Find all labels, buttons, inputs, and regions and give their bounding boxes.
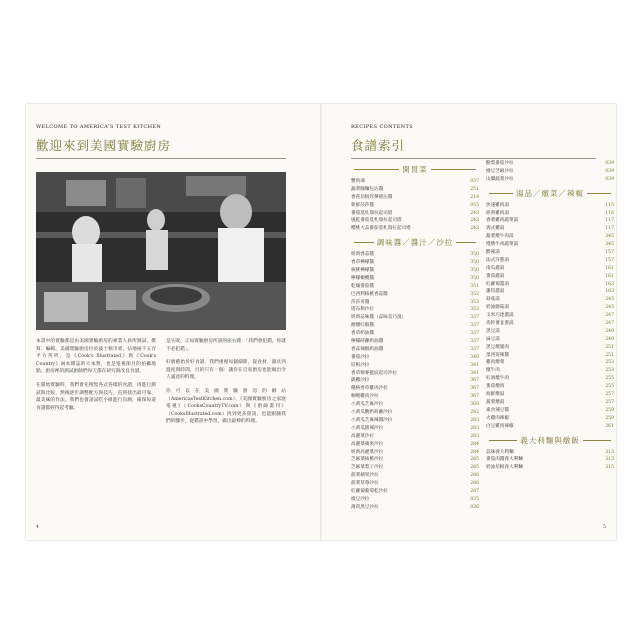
recipe-page-number: 259: [605, 407, 614, 413]
title-rule: [351, 158, 596, 159]
recipe-page-number: 243: [470, 210, 479, 216]
index-entry: [486, 217, 614, 225]
index-entry: [351, 217, 479, 225]
recipe-page-number: 367: [470, 378, 479, 384]
recipe-name: 芝麻菜核桃沙拉: [351, 457, 384, 463]
recipe-name: 南瓜濃湯: [486, 265, 505, 271]
recipe-name: 核桃檸檬醬: [351, 268, 374, 274]
index-entry: [486, 249, 614, 257]
recipe-name: 莎莎青醬: [351, 299, 370, 305]
index-entry: [486, 352, 614, 360]
recipe-name: 馬鈴薯韭蔥湯: [486, 321, 514, 327]
recipe-page-number: 243: [470, 218, 479, 224]
recipe-page-number: 251: [605, 344, 614, 350]
recipe-name: 快速雞肉湯: [486, 202, 509, 208]
recipe-page-number: 337: [470, 323, 479, 329]
recipe-page-number: 367: [470, 386, 479, 392]
recipe-page-number: 117: [605, 218, 614, 224]
recipe-name: 小黃瓜芝麻沙拉: [351, 402, 384, 408]
index-entry: [486, 168, 614, 176]
index-entry: [351, 393, 479, 401]
recipe-name: 白豆雞肉辣椒: [486, 423, 514, 429]
index-entry: [486, 273, 614, 281]
recipe-page-number: 313: [605, 449, 614, 455]
index-section-heading: 湯品／燉菜／辣椒: [486, 188, 614, 199]
recipe-page-number: 350: [470, 260, 479, 266]
recipe-page-number: 367: [470, 394, 479, 400]
index-section-heading: 開胃菜: [351, 164, 479, 175]
index-entry: [351, 275, 479, 283]
recipe-page-number: 284: [470, 449, 479, 455]
index-entry: [351, 496, 479, 504]
index-entry: [486, 399, 614, 407]
index-entry: [486, 449, 614, 457]
recipe-name: 經典雞肉湯: [486, 210, 509, 216]
recipe-name: 小黃瓜芝麻辣醬沙拉: [351, 417, 393, 423]
recipe-page-number: 036: [470, 504, 479, 510]
index-entry: [486, 176, 614, 184]
recipe-page-number: 055: [470, 202, 479, 208]
recipe-name: 培根沙拉: [351, 362, 370, 368]
index-entry: [351, 225, 479, 233]
index-entry: [351, 306, 479, 314]
recipe-page-number: 282: [470, 410, 479, 416]
index-entry: [486, 407, 614, 415]
recipe-name: 酸辣湯: [486, 250, 500, 256]
recipe-page-number: 285: [470, 457, 479, 463]
index-column-2: [486, 160, 614, 472]
recipe-page-number: 249: [605, 328, 614, 334]
recipe-name: 凱撒沙拉: [351, 378, 370, 384]
index-entry: [351, 377, 479, 385]
index-entry: [351, 385, 479, 393]
index-entry: [351, 283, 479, 291]
recipe-page-number: 255: [605, 384, 614, 390]
recipe-name: 紅蘿蔔薑湯: [486, 281, 509, 287]
recipe-page-number: 259: [605, 415, 614, 421]
recipe-name: 紅蘿蔔葡萄乾沙拉: [351, 488, 388, 494]
recipe-page-number: 369: [470, 402, 479, 408]
recipe-name: 番茄莫札瑞拉起司塔: [351, 210, 393, 216]
recipe-name: 香蒜辣椒奶油醬: [351, 346, 384, 352]
recipe-page-number: 157: [605, 250, 614, 256]
running-head: RECIPES CONTENTS: [351, 124, 414, 130]
index-entry: [486, 383, 614, 391]
recipe-page-number: 245: [605, 297, 614, 303]
index-entry: [351, 441, 479, 449]
recipe-name: 慢燉牛肉蔬菜湯: [486, 242, 519, 248]
recipe-name: 塔布勒沙拉: [351, 307, 374, 313]
recipe-page-number: 243: [470, 226, 479, 232]
left-page: [26, 104, 321, 540]
recipe-name: 優格香草雞肉沙拉: [351, 386, 388, 392]
index-entry: [351, 186, 479, 194]
recipe-name: 蔬菜腌麵包沾醬: [351, 186, 384, 192]
book-spread: [26, 104, 616, 540]
recipe-name: 咖哩雞肉沙拉: [351, 394, 379, 400]
index-entry: [351, 504, 479, 512]
index-entry: [486, 359, 614, 367]
recipe-name: 櫻桃大蒜番茄莫札瑞拉起司塔: [351, 226, 411, 232]
recipe-name: 香菜雞肉蔬菜湯: [486, 218, 519, 224]
recipe-page-number: 350: [470, 275, 479, 281]
recipe-name: 香草檸檬醬: [351, 260, 374, 266]
recipe-name: 小黃瓜酸奶蒔蘿沙拉: [351, 410, 393, 416]
index-entry: [351, 322, 479, 330]
recipe-name: 綠豆沙拉: [351, 496, 370, 502]
index-entry: [351, 464, 479, 472]
recipe-name: 芝麻菜梨子沙拉: [351, 465, 384, 471]
recipe-page-number: 247: [605, 321, 614, 327]
recipe-name: 山藥蔬菜沙拉: [486, 176, 514, 182]
index-entry: [486, 312, 614, 320]
recipe-page-number: 350: [470, 268, 479, 274]
recipe-page-number: 352: [470, 291, 479, 297]
recipe-page-number: 353: [470, 307, 479, 313]
index-entry: [351, 472, 479, 480]
recipe-name: 蔬菜燉湯: [486, 399, 505, 405]
body-column-1: [36, 338, 156, 418]
recipe-name: 墨西哥辣醬: [486, 352, 509, 358]
recipe-name: 經典香蒜醬: [351, 252, 374, 258]
recipe-name: 風乾番茄莫札瑞拉起司塔: [351, 218, 402, 224]
recipe-page-number: 037: [470, 179, 479, 184]
recipe-name: 蒜味義大利麵: [486, 449, 514, 455]
recipe-name: 黑豆湯: [486, 328, 500, 334]
page-number: 4: [36, 525, 39, 530]
index-entry: [351, 354, 479, 362]
recipe-page-number: 340: [470, 354, 479, 360]
index-entry: [486, 265, 614, 273]
recipe-name: 香草奶油醬: [351, 331, 374, 337]
recipe-page-number: 351: [470, 283, 479, 289]
recipe-name: 高麗菜蘋果沙拉: [351, 441, 384, 447]
paragraph: 在開始實驗時，我們會先搜集各式各樣的食譜，再進行測試與比較，然後逐步調整配方與技巧，直到找出最可靠、最美味的作法。我們也會請試吃小組進行盲測，確保每道食譜都經得起考驗。: [36, 382, 156, 411]
index-entry: [486, 391, 614, 399]
index-entry: [351, 449, 479, 457]
running-head: WELCOME TO AMERICA'S TEST KITCHEN: [36, 124, 162, 130]
recipe-page-number: 251: [470, 186, 479, 192]
recipe-page-number: 283: [470, 433, 479, 439]
recipe-page-number: 283: [470, 425, 479, 431]
index-entry: [351, 267, 479, 275]
recipe-page-number: 117: [605, 226, 614, 232]
recipe-page-number: 284: [470, 441, 479, 447]
recipe-name: 素食辣豆醬: [486, 407, 509, 413]
recipe-name: 菠菜草莓沙拉: [351, 481, 379, 487]
index-entry: [351, 291, 479, 299]
recipe-name: 紅酒燉牛肉: [486, 376, 509, 382]
recipe-page-number: 337: [470, 315, 479, 321]
recipe-name: 乾燥番茄醬: [351, 283, 374, 289]
index-entry: [351, 433, 479, 441]
recipe-name: 燉牛肉: [486, 368, 500, 374]
recipe-page-number: 345: [605, 242, 614, 248]
recipe-name: 火雞肉辣椒: [486, 415, 509, 421]
recipe-name: 法式洋蔥湯: [486, 257, 509, 263]
index-section-heading: 義大利麵與燉飯: [486, 435, 614, 446]
recipe-page-number: 249: [605, 336, 614, 342]
page-number: 5: [603, 525, 606, 530]
recipe-name: 菠菜蘋果沙拉: [351, 473, 379, 479]
recipe-name: 經典蒜味醬（蒜味美乃滋）: [351, 315, 407, 321]
recipe-page-number: 161: [605, 265, 614, 271]
recipe-page-number: 257: [605, 399, 614, 405]
recipe-page-number: 214: [470, 194, 479, 200]
index-entry: [351, 370, 479, 378]
recipe-name: 薄荷黑豆沙拉: [351, 504, 379, 510]
recipe-name: 綠豆芝麻沙拉: [486, 168, 514, 174]
index-entry: [486, 281, 614, 289]
index-entry: [351, 480, 479, 488]
recipe-name: 檸檬橄欖醬: [351, 275, 374, 281]
recipe-page-number: 350: [470, 252, 479, 258]
recipe-page-number: 285: [470, 465, 479, 471]
recipe-page-number: 163: [605, 281, 614, 287]
index-entry: [486, 344, 614, 352]
index-entry: [486, 464, 614, 472]
recipe-name: 蔬菜燉牛肉湯: [486, 234, 514, 240]
recipe-page-number: 337: [470, 331, 479, 337]
index-entry: [486, 288, 614, 296]
recipe-page-number: 253: [605, 360, 614, 366]
recipe-page-number: 247: [605, 313, 614, 319]
recipe-page-number: 341: [470, 362, 479, 368]
index-entry: [351, 417, 479, 425]
recipe-page-number: 253: [605, 368, 614, 374]
paragraph: 本書中的實驗都是由美國實驗廚房的專業人員所測試、撰寫、編輯。美國實驗廚房位於波士頓市郊，佔地兩千五百平方英呎，是《Cook's Illustrated》與《Cook's Country》兩本雜誌的大本營，也是電視節目的拍攝地點，廚房裡的測試廚師們每天都在研究與改良食譜。: [36, 339, 156, 375]
index-entry: [351, 409, 479, 417]
index-entry: [486, 320, 614, 328]
recipe-page-number: 315: [605, 465, 614, 471]
recipe-name: 玉米巧達濃湯: [486, 313, 514, 319]
recipe-page-number: 341: [470, 370, 479, 376]
index-entry: [486, 336, 614, 344]
recipe-name: 煙燻紅椒醬: [351, 323, 374, 329]
recipe-page-number: 116: [605, 210, 614, 216]
recipe-name: 蟹肉凍: [351, 179, 365, 184]
index-column-1: [351, 160, 479, 512]
page-title: 食譜索引: [351, 138, 406, 153]
index-entry: [486, 304, 614, 312]
recipe-page-number: 337: [470, 346, 479, 352]
recipe-page-number: 035: [470, 496, 479, 502]
index-entry: [486, 225, 614, 233]
index-section-heading: 調味醬／醬汁／沙拉: [351, 237, 479, 248]
recipe-page-number: 157: [605, 257, 614, 263]
recipe-name: 番茄沙拉: [351, 354, 370, 360]
recipe-page-number: 245: [605, 305, 614, 311]
index-entry: [351, 346, 479, 354]
index-entry: [351, 194, 479, 202]
index-entry: [486, 375, 614, 383]
recipe-name: 黑豆燉豬肉: [486, 344, 509, 350]
recipe-page-number: 261: [605, 423, 614, 429]
recipe-name: 雞肉燉菜: [486, 360, 505, 366]
index-entry: [486, 241, 614, 249]
recipe-name: 扁豆湯: [486, 336, 500, 342]
index-entry: [486, 202, 614, 210]
index-entry: [351, 338, 479, 346]
kitchen-photo: [36, 172, 286, 330]
recipe-page-number: 161: [605, 273, 614, 279]
index-entry: [486, 367, 614, 375]
index-entry: [351, 425, 479, 433]
recipe-page-number: 286: [470, 473, 479, 479]
recipe-name: 香草藜麥藍紋起司沙拉: [351, 370, 397, 376]
recipe-name: 巴西利核桃香蒜醬: [351, 291, 388, 297]
index-entry: [486, 296, 614, 304]
index-entry: [486, 257, 614, 265]
recipe-page-number: 337: [470, 339, 479, 345]
recipe-name: 酪梨番茄沙拉: [486, 161, 514, 166]
recipe-page-number: 251: [605, 352, 614, 358]
index-entry: [351, 456, 479, 464]
index-entry: [351, 401, 479, 409]
index-entry: [351, 202, 479, 210]
recipe-page-number: 255: [605, 376, 614, 382]
paragraph: 好廚藝始於好食譜，我們重視每個細節，從食材、器具到溫度與時間，目的只有一個：讓你在自家廚房也能做出令人滿意的料理。: [166, 360, 286, 381]
recipe-name: 香蕉培根炸彈捲沾醬: [351, 194, 393, 200]
index-entry: [486, 415, 614, 423]
recipe-name: 蘆筍濃湯: [486, 289, 505, 295]
paragraph: 是失敗，正如實驗廚房所說的座右銘：「我們會犯錯，你就不必犯錯」。: [166, 339, 286, 352]
recipe-page-number: 287: [470, 488, 479, 494]
index-entry: [351, 488, 479, 496]
recipe-name: 番茄燉肉: [486, 384, 505, 390]
index-entry: [486, 328, 614, 336]
recipe-page-number: 283: [470, 417, 479, 423]
recipe-page-number: 039: [605, 168, 614, 174]
body-column-2: [166, 338, 286, 432]
right-page: [321, 104, 616, 540]
index-entry: [351, 178, 479, 186]
index-entry: [486, 210, 614, 218]
index-entry: [486, 160, 614, 168]
recipe-page-number: 313: [605, 457, 614, 463]
recipe-page-number: 257: [605, 392, 614, 398]
recipe-name: 番茄濃湯: [486, 273, 505, 279]
page-title: 歡迎來到美國實驗廚房: [36, 138, 172, 153]
recipe-name: 高麗菜沙拉: [351, 433, 374, 439]
recipe-name: 經典高麗菜沙拉: [351, 449, 384, 455]
recipe-page-number: 353: [470, 299, 479, 305]
recipe-name: 檸檬蒔蘿奶油醬: [351, 339, 384, 345]
recipe-page-number: 286: [470, 481, 479, 487]
index-entry: [351, 259, 479, 267]
title-rule: [36, 158, 286, 159]
index-entry: [351, 362, 479, 370]
recipe-name: 菇菇湯: [486, 297, 500, 303]
recipe-name: 奶油培根義大利麵: [486, 465, 523, 471]
recipe-name: 奶油蘑菇湯: [486, 305, 509, 311]
index-entry: [351, 251, 479, 259]
index-entry: [486, 456, 614, 464]
index-entry: [351, 314, 479, 322]
recipe-page-number: 163: [605, 289, 614, 295]
paragraph: 你可以在美國實驗廚房的網站（AmericasTestKitchen.com）、《美國實驗廚房之家庭電視》（CooksCountryTV.com）與《廚師畫刊》（CooksIllustrated.com）找到更多資訊，也能跟隨我們的腳步，從錯誤中學習，做出最棒的料理。: [166, 388, 286, 425]
recipe-name: 小黃瓜甜辣沙拉: [351, 425, 384, 431]
recipe-name: 海鮮燉湯: [486, 392, 505, 398]
index-entry: [351, 330, 479, 338]
recipe-page-number: 039: [605, 161, 614, 166]
recipe-name: 新鮮莎莎醬: [351, 202, 374, 208]
index-entry: [486, 233, 614, 241]
index-entry: [351, 299, 479, 307]
recipe-page-number: 345: [605, 234, 614, 240]
index-entry: [486, 423, 614, 431]
recipe-name: 義式雞湯: [486, 226, 505, 232]
recipe-name: 番茄肉醬義大利麵: [486, 457, 523, 463]
recipe-page-number: 039: [605, 176, 614, 182]
recipe-page-number: 115: [605, 202, 614, 208]
index-entry: [351, 210, 479, 218]
